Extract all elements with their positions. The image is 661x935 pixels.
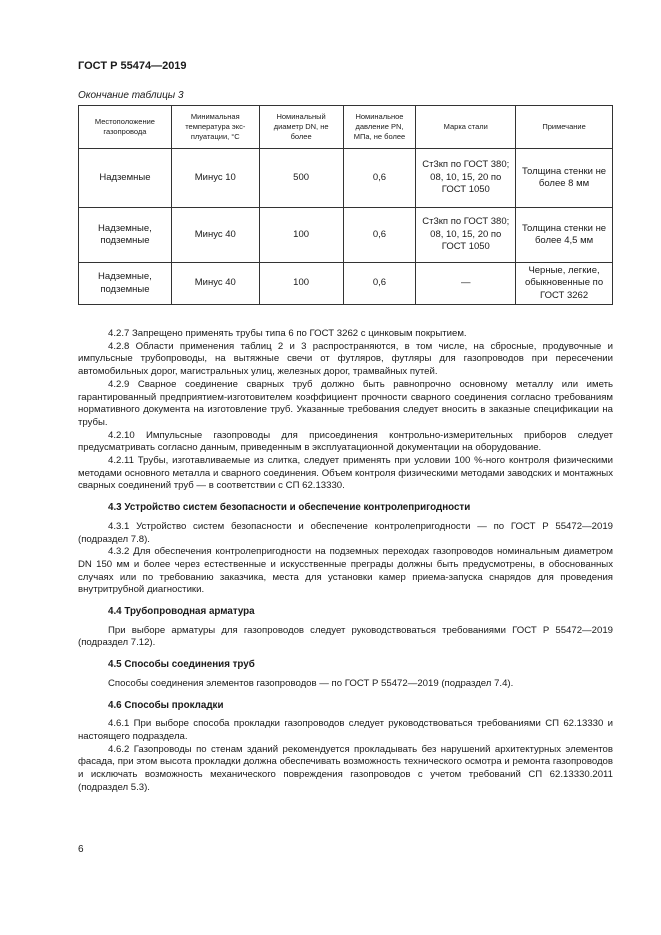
cell-location: Надземные: [79, 149, 172, 208]
paragraph-4-3-1: 4.3.1 Устройство систем безопасности и обеспечение контролепригодности — по ГОСТ Р 55472—2019 (подраздел 7.8).: [78, 520, 613, 545]
cell-temperature: Минус 40: [171, 208, 259, 263]
cell-steel-grade: Ст3кп по ГОСТ 380; 08, 10, 15, 20 по ГОСТ 1050: [416, 149, 516, 208]
column-header-note: Примечание: [516, 106, 613, 149]
column-header-temperature: Минимальная температура экс-плуатации, °С: [171, 106, 259, 149]
column-header-location: Местоположение газопровода: [79, 106, 172, 149]
document-body: [78, 328, 613, 795]
cell-location: Надземные, подземные: [79, 263, 172, 305]
paragraph-4-2-8: 4.2.8 Области применения таблиц 2 и 3 распространяются, в том числе, на сбросные, продувочные и импульсные трубопроводы, на вытяжные свечи от футляров, футляры для газопроводов при пересечении автомобильных дорог, магистральных улиц, железных дорог, трамвайных путей.: [78, 340, 613, 378]
table-caption: Окончание таблицы 3: [78, 90, 184, 101]
cell-location: Надземные, подземные: [79, 208, 172, 263]
section-heading-4-6: 4.6 Способы прокладки: [108, 699, 224, 711]
section-heading-4-5: 4.5 Способы соединения труб: [108, 659, 255, 671]
paragraph-4-5: Способы соединения элементов газопроводов — по ГОСТ Р 55472—2019 (подраздел 7.4).: [108, 677, 514, 689]
table-row: [79, 149, 613, 208]
cell-note: Толщина стенки не более 8 мм: [516, 149, 613, 208]
paragraph-4-2-7: 4.2.7 Запрещено применять трубы типа 6 по ГОСТ 3262 с цинковым покрытием.: [108, 328, 467, 339]
cell-temperature: Минус 40: [171, 263, 259, 305]
section-heading-4-4: 4.4 Трубопроводная арматура: [108, 606, 255, 618]
column-header-steel-grade: Марка стали: [416, 106, 516, 149]
cell-steel-grade: Ст3кп по ГОСТ 380; 08, 10, 15, 20 по ГОСТ 1050: [416, 208, 516, 263]
paragraph-4-3-2: 4.3.2 Для обеспечения контролепригодности на подземных переходах газопроводов номинальным диаметром DN 150 мм и более через естественные и искусственные преграды должны быть предусмотрены, в обоснованных случаях или по требованию заказчика, места для установки камер приема-запуска снарядов для проведения внутритрубной диагностики.: [78, 546, 613, 596]
specification-table: [78, 105, 613, 305]
column-header-diameter: Номинальный диаметр DN, не более: [259, 106, 343, 149]
column-header-pressure: Номинальное давление PN, МПа, не более: [343, 106, 416, 149]
cell-diameter: 100: [259, 263, 343, 305]
table-header-row: [79, 106, 613, 149]
paragraph-4-6-2: 4.6.2 Газопроводы по стенам зданий рекомендуется прокладывать без нарушений архитектурных элементов фасада, при этом высота прокладки должна обеспечивать возможность технического осмотра и ремонта газопроводов и исключать возможность механического повреждения газопроводов с учетом требований СП 62.13330.2011 (подраздел 5.3).: [78, 743, 613, 793]
table-row: [79, 208, 613, 263]
cell-note: Толщина стенки не более 4,5 мм: [516, 208, 613, 263]
cell-temperature: Минус 10: [171, 149, 259, 208]
cell-diameter: 100: [259, 208, 343, 263]
document-header: ГОСТ Р 55474—2019: [78, 60, 187, 72]
cell-diameter: 500: [259, 149, 343, 208]
cell-pressure: 0,6: [343, 149, 416, 208]
paragraph-4-2-10: 4.2.10 Импульсные газопроводы для присоединения контрольно-измерительных приборов следует предусматривать согласно данным, приведенным в эксплуатационной документации на оборудование.: [78, 429, 613, 454]
cell-pressure: 0,6: [343, 208, 416, 263]
page-number: 6: [78, 844, 84, 855]
paragraph-4-6-1: 4.6.1 При выборе способа прокладки газопроводов следует руководствоваться требованиями СП 62.13330 и настоящего подраздела.: [78, 718, 613, 742]
cell-note: Черные, легкие, обыкновенные по ГОСТ 3262: [516, 263, 613, 305]
table-row: [79, 263, 613, 305]
paragraph-4-4: При выборе арматуры для газопроводов следует руководствоваться требованиями ГОСТ Р 55472—2019 (подраздел 7.12).: [78, 624, 613, 649]
paragraph-4-2-11: 4.2.11 Трубы, изготавливаемые из слитка, следует применять при условии 100 %-ного контроля физическими методами основного металла и сварного соединения. Объем контроля физическими методами заводских и монтажных сварных соединений труб — в соответствии с СП 62.13330.: [78, 455, 613, 492]
paragraph-4-2-9: 4.2.9 Сварное соединение сварных труб должно быть равнопрочно основному металлу или иметь гарантированный предприятием-изготовителем коэффициент прочности сварного соединения согласно требованиям нормативного документа на изготовление труб. Указанные требования следует вносить в заказные спецификации на трубы.: [78, 378, 613, 428]
section-heading-4-3: 4.3 Устройство систем безопасности и обеспечение контролепригодности: [108, 502, 471, 514]
cell-pressure: 0,6: [343, 263, 416, 305]
cell-steel-grade: —: [416, 263, 516, 305]
